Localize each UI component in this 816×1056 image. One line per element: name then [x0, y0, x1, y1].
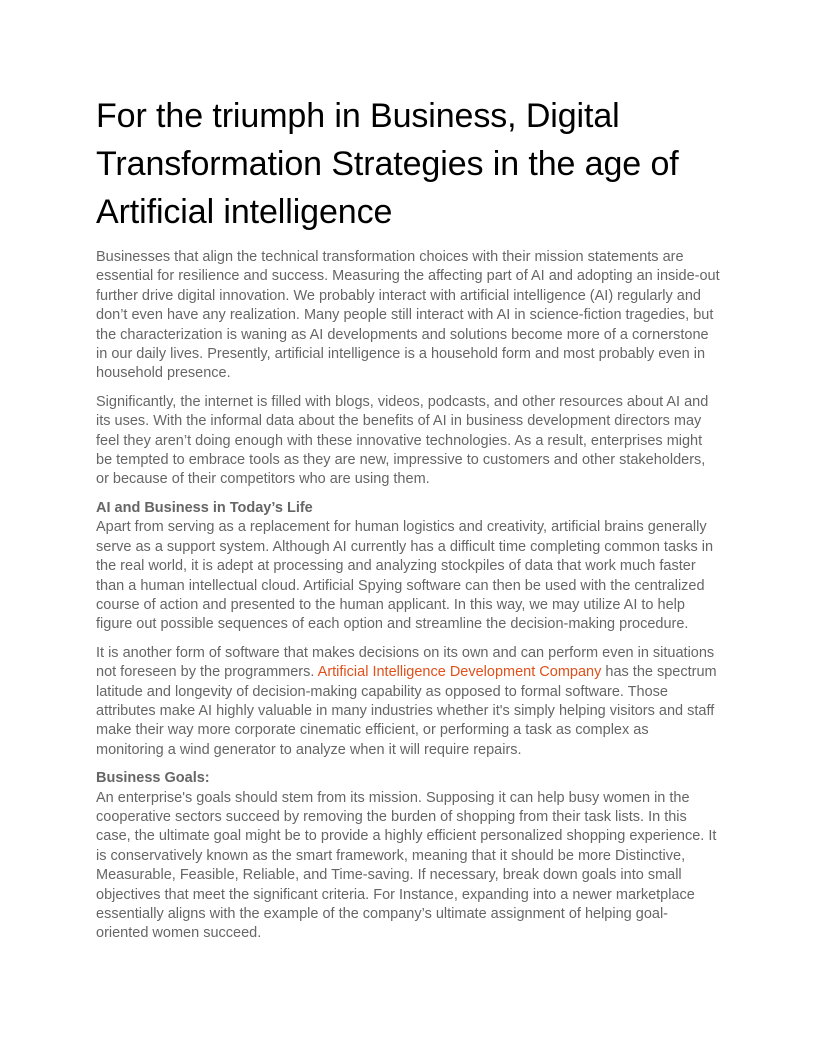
- business-goals-body: An enterprise's goals should stem from its mission. Supposing it can help busy women in the cooperative sectors succeed by removing the burden of shopping from their task lists. In this case, the ultimate goal might be to provide a highly efficient personalized shopping experience. It is conservatively known as the smart framework, meaning that it should be more Distinctive, Measurable, Feasible, Reliable, and Time-saving. If necessary, break down goals into small objectives that meet the significant criteria. For Instance, expanding into a newer marketplace essentially aligns with the example of the company’s ultimate assignment of helping goal-oriented women succeed.: [96, 789, 717, 942]
- internet-resources-paragraph: Significantly, the internet is filled with blogs, videos, podcasts, and other resources about AI and its uses. With the informal data about the benefits of AI in business development directors may feel they aren’t doing enough with these innovative technologies. As a result, enterprises might be tempted to embrace tools as they are new, impressive to customers and other stakeholders, or because of their competitors who are using them.: [96, 393, 709, 488]
- page-title: For the triumph in Business, Digital Transformation Strategies in the age of Artificial intelligence: [96, 97, 679, 231]
- ai-development-company-link[interactable]: Artificial Intelligence Development Company: [317, 664, 602, 681]
- paragraph-text-before-link: It is another form of software that makes decisions on its own and can perform even in situations not foreseen by the programmers.: [96, 644, 715, 681]
- business-goals-section: [96, 769, 720, 944]
- section-heading-ai-business: AI and Business in Today’s Life: [96, 499, 313, 516]
- decision-software-paragraph: [96, 644, 720, 760]
- intro-paragraph: Businesses that align the technical transformation choices with their mission statements are essential for resilience and success. Measuring the affecting part of AI and adopting an inside-out further drive digital innovation. We probably interact with artificial intelligence (AI) regularly and don’t even have any realization. Many people still interact with AI in science-fiction tragedies, but the characterization is waning as AI developments and solutions become more of a cornerstone in our daily lives. Presently, artificial intelligence is a household form and most probably even in household presence.: [96, 249, 720, 382]
- section-heading-business-goals: Business Goals:: [96, 770, 210, 787]
- ai-business-body: Apart from serving as a replacement for human logistics and creativity, artificial brains generally serve as a support system. Although AI currently has a difficult time completing common tasks in the real world, it is adept at processing and analyzing stockpiles of data that work much faster than a human intellectual cloud. Artificial Spying software can then be used with the centralized course of action and presented to the human applicant. In this way, we may utilize AI to help figure out possible sequences of each option and streamline the decision-making procedure.: [96, 519, 714, 633]
- ai-business-section: [96, 499, 720, 635]
- paragraph-text-after-link: has the spectrum latitude and longevity of decision-making capability as opposed to formal software. Those attributes make AI highly valuable in many industries whether it's simply helping visitors and staff make their way more corporate cinematic efficient, or performing a task as complex as monitoring a wind generator to analyze when it will require repairs.: [96, 664, 717, 758]
- document-page: [96, 92, 720, 953]
